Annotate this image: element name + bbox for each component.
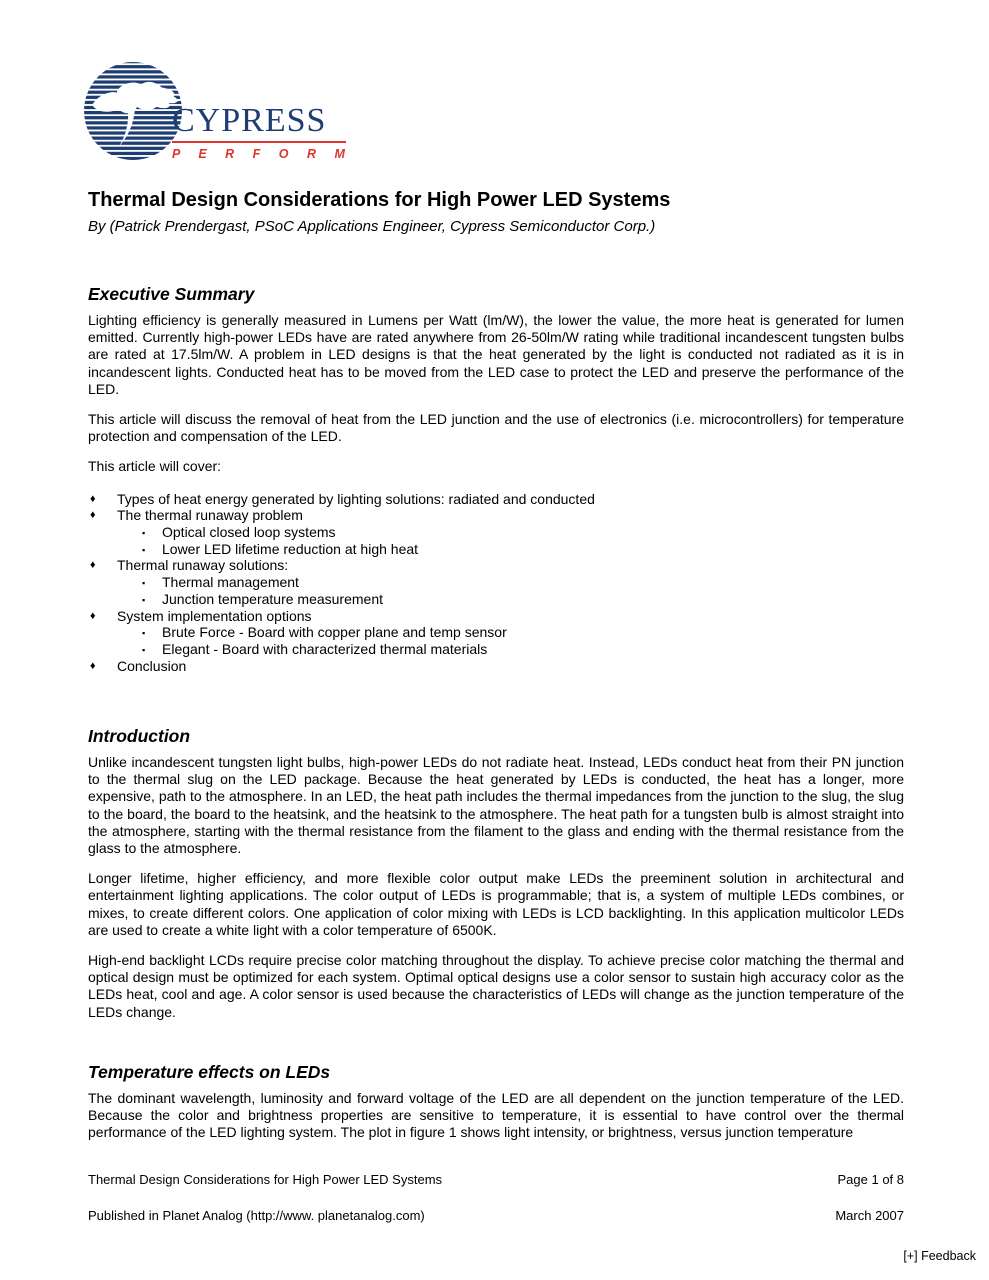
list-item — [88, 557, 904, 574]
list-item — [88, 608, 904, 625]
footer-page-number: Page 1 of 8 — [837, 1172, 904, 1187]
square-bullet-icon: ▪ — [142, 594, 146, 605]
list-item — [88, 541, 904, 558]
feedback-link[interactable]: [+] Feedback — [903, 1249, 976, 1263]
list-item — [88, 624, 904, 641]
footer-published-in: Published in Planet Analog (http://www. planetanalog.com) — [88, 1208, 425, 1223]
byline: By (Patrick Prendergast, PSoC Applications Engineer, Cypress Semiconductor Corp.) — [88, 218, 656, 235]
introduction-heading: Introduction — [88, 726, 191, 746]
title-block — [88, 189, 904, 235]
paragraph: The dominant wavelength, luminosity and forward voltage of the LED are all dependent on the junction temperature of the LED. Because the color and brightness properties are sensitive to temperature, it is essential to have control over the thermal performance of the LED lighting system. The plot in figure 1 shows light intensity, or brightness, versus junction temperature — [88, 1090, 904, 1141]
diamond-bullet-icon: ♦ — [90, 659, 96, 672]
paragraph: Lighting efficiency is generally measured in Lumens per Watt (lm/W), the lower the value, the more heat is generated for lumen emitted. Currently high-power LEDs have are rated anywhere from 26-50lm/W rating while traditional incandescent tungsten bulbs are rated at 17.5lm/W. A problem in LED designs is that the heat generated by the light is conducted not radiated as it is in incandescent lights. Conducted heat has to be moved from the LED case to protect the LED and preserve the performance of the LED. — [88, 312, 904, 397]
list-item — [88, 507, 904, 524]
list-item-label: The thermal runaway problem — [117, 507, 303, 524]
square-bullet-icon: ▪ — [142, 528, 146, 539]
diamond-bullet-icon: ♦ — [90, 609, 96, 622]
section-executive-summary — [88, 285, 904, 674]
list-item-label: Types of heat energy generated by lighting solutions: radiated and conducted — [117, 490, 595, 507]
brand-tagline: P E R F O R M — [172, 147, 353, 161]
list-item — [88, 641, 904, 658]
list-item-label: Elegant - Board with characterized thermal materials — [162, 640, 488, 657]
footer-line-1 — [88, 1172, 904, 1187]
paragraph: This article will discuss the removal of heat from the LED junction and the use of electronics (i.e. microcontrollers) for temperature protection and compensation of the LED. — [88, 411, 904, 445]
footer-line-2 — [88, 1208, 904, 1223]
list-item-label: Lower LED lifetime reduction at high heat — [162, 540, 419, 557]
list-item-label: System implementation options — [117, 607, 312, 624]
section-introduction — [88, 727, 904, 1034]
list-item — [88, 658, 904, 675]
list-item-label: Thermal runaway solutions: — [117, 557, 289, 574]
paragraph: This article will cover: — [88, 458, 222, 475]
cypress-logo — [82, 60, 353, 162]
list-item — [88, 524, 904, 541]
list-item — [88, 591, 904, 608]
footer-date: March 2007 — [835, 1208, 904, 1223]
list-item-label: Conclusion — [117, 657, 187, 674]
footer-doc-title: Thermal Design Considerations for High Power LED Systems — [88, 1172, 443, 1187]
square-bullet-icon: ▪ — [142, 578, 146, 589]
cypress-wordmark — [172, 102, 353, 162]
list-item-label: Brute Force - Board with copper plane and temp sensor — [162, 624, 507, 641]
diamond-bullet-icon: ♦ — [90, 492, 96, 505]
square-bullet-icon: ▪ — [142, 644, 146, 655]
article-topics-list — [88, 491, 904, 675]
list-item — [88, 491, 904, 508]
square-bullet-icon: ▪ — [142, 628, 146, 639]
diamond-bullet-icon: ♦ — [90, 559, 96, 572]
paragraph: High-end backlight LCDs require precise color matching throughout the display. To achieve precise color matching the thermal and optical design must be optimized for each system. Optimal optical designs use a color sensor to sustain high accuracy color as the LEDs heat, cool and age. A color sensor is used because the characteristics of LEDs will change as the junction temperature of the LEDs change. — [88, 952, 904, 1020]
list-item-label: Optical closed loop systems — [162, 524, 336, 541]
diamond-bullet-icon: ♦ — [90, 509, 96, 522]
list-item-label: Junction temperature measurement — [162, 590, 383, 607]
brand-rule — [172, 141, 346, 143]
executive-summary-heading: Executive Summary — [88, 284, 255, 304]
page-title: Thermal Design Considerations for High Power LED Systems — [88, 189, 671, 211]
brand-name: CYPRESS — [172, 102, 327, 139]
paragraph: Longer lifetime, higher efficiency, and more flexible color output make LEDs the preeminent solution in architectural and entertainment lighting applications. The color output of LEDs is programmable; that is, a system of multiple LEDs combines, or mixes, to create different colors. One application of color mixing with LEDs is LCD backlighting. In this application multicolor LEDs are used to create a white light with a color temperature of 6500K. — [88, 870, 904, 938]
square-bullet-icon: ▪ — [142, 544, 146, 555]
cypress-globe-icon — [82, 60, 184, 162]
paragraph: Unlike incandescent tungsten light bulbs, high-power LEDs do not radiate heat. Instead, LEDs conduct heat from their PN junction to the thermal slug on the LED package. Because the heat generated by LEDs is conducted, the heat has a longer, more expensive, path to the atmosphere. In an LED, the heat path includes the thermal impedances from the junction to the slug, the slug to the board, the board to the heatsink, and the heatsink to the atmosphere. The heat path for a tungsten bulb is almost straight into the atmosphere, starting with the thermal resistance from the filament to the glass and ending with the thermal resistance from the glass to the atmosphere. — [88, 754, 904, 857]
section-temperature-effects — [88, 1063, 904, 1155]
list-item-label: Thermal management — [162, 574, 299, 591]
temperature-effects-heading: Temperature effects on LEDs — [88, 1062, 331, 1082]
list-item — [88, 574, 904, 591]
